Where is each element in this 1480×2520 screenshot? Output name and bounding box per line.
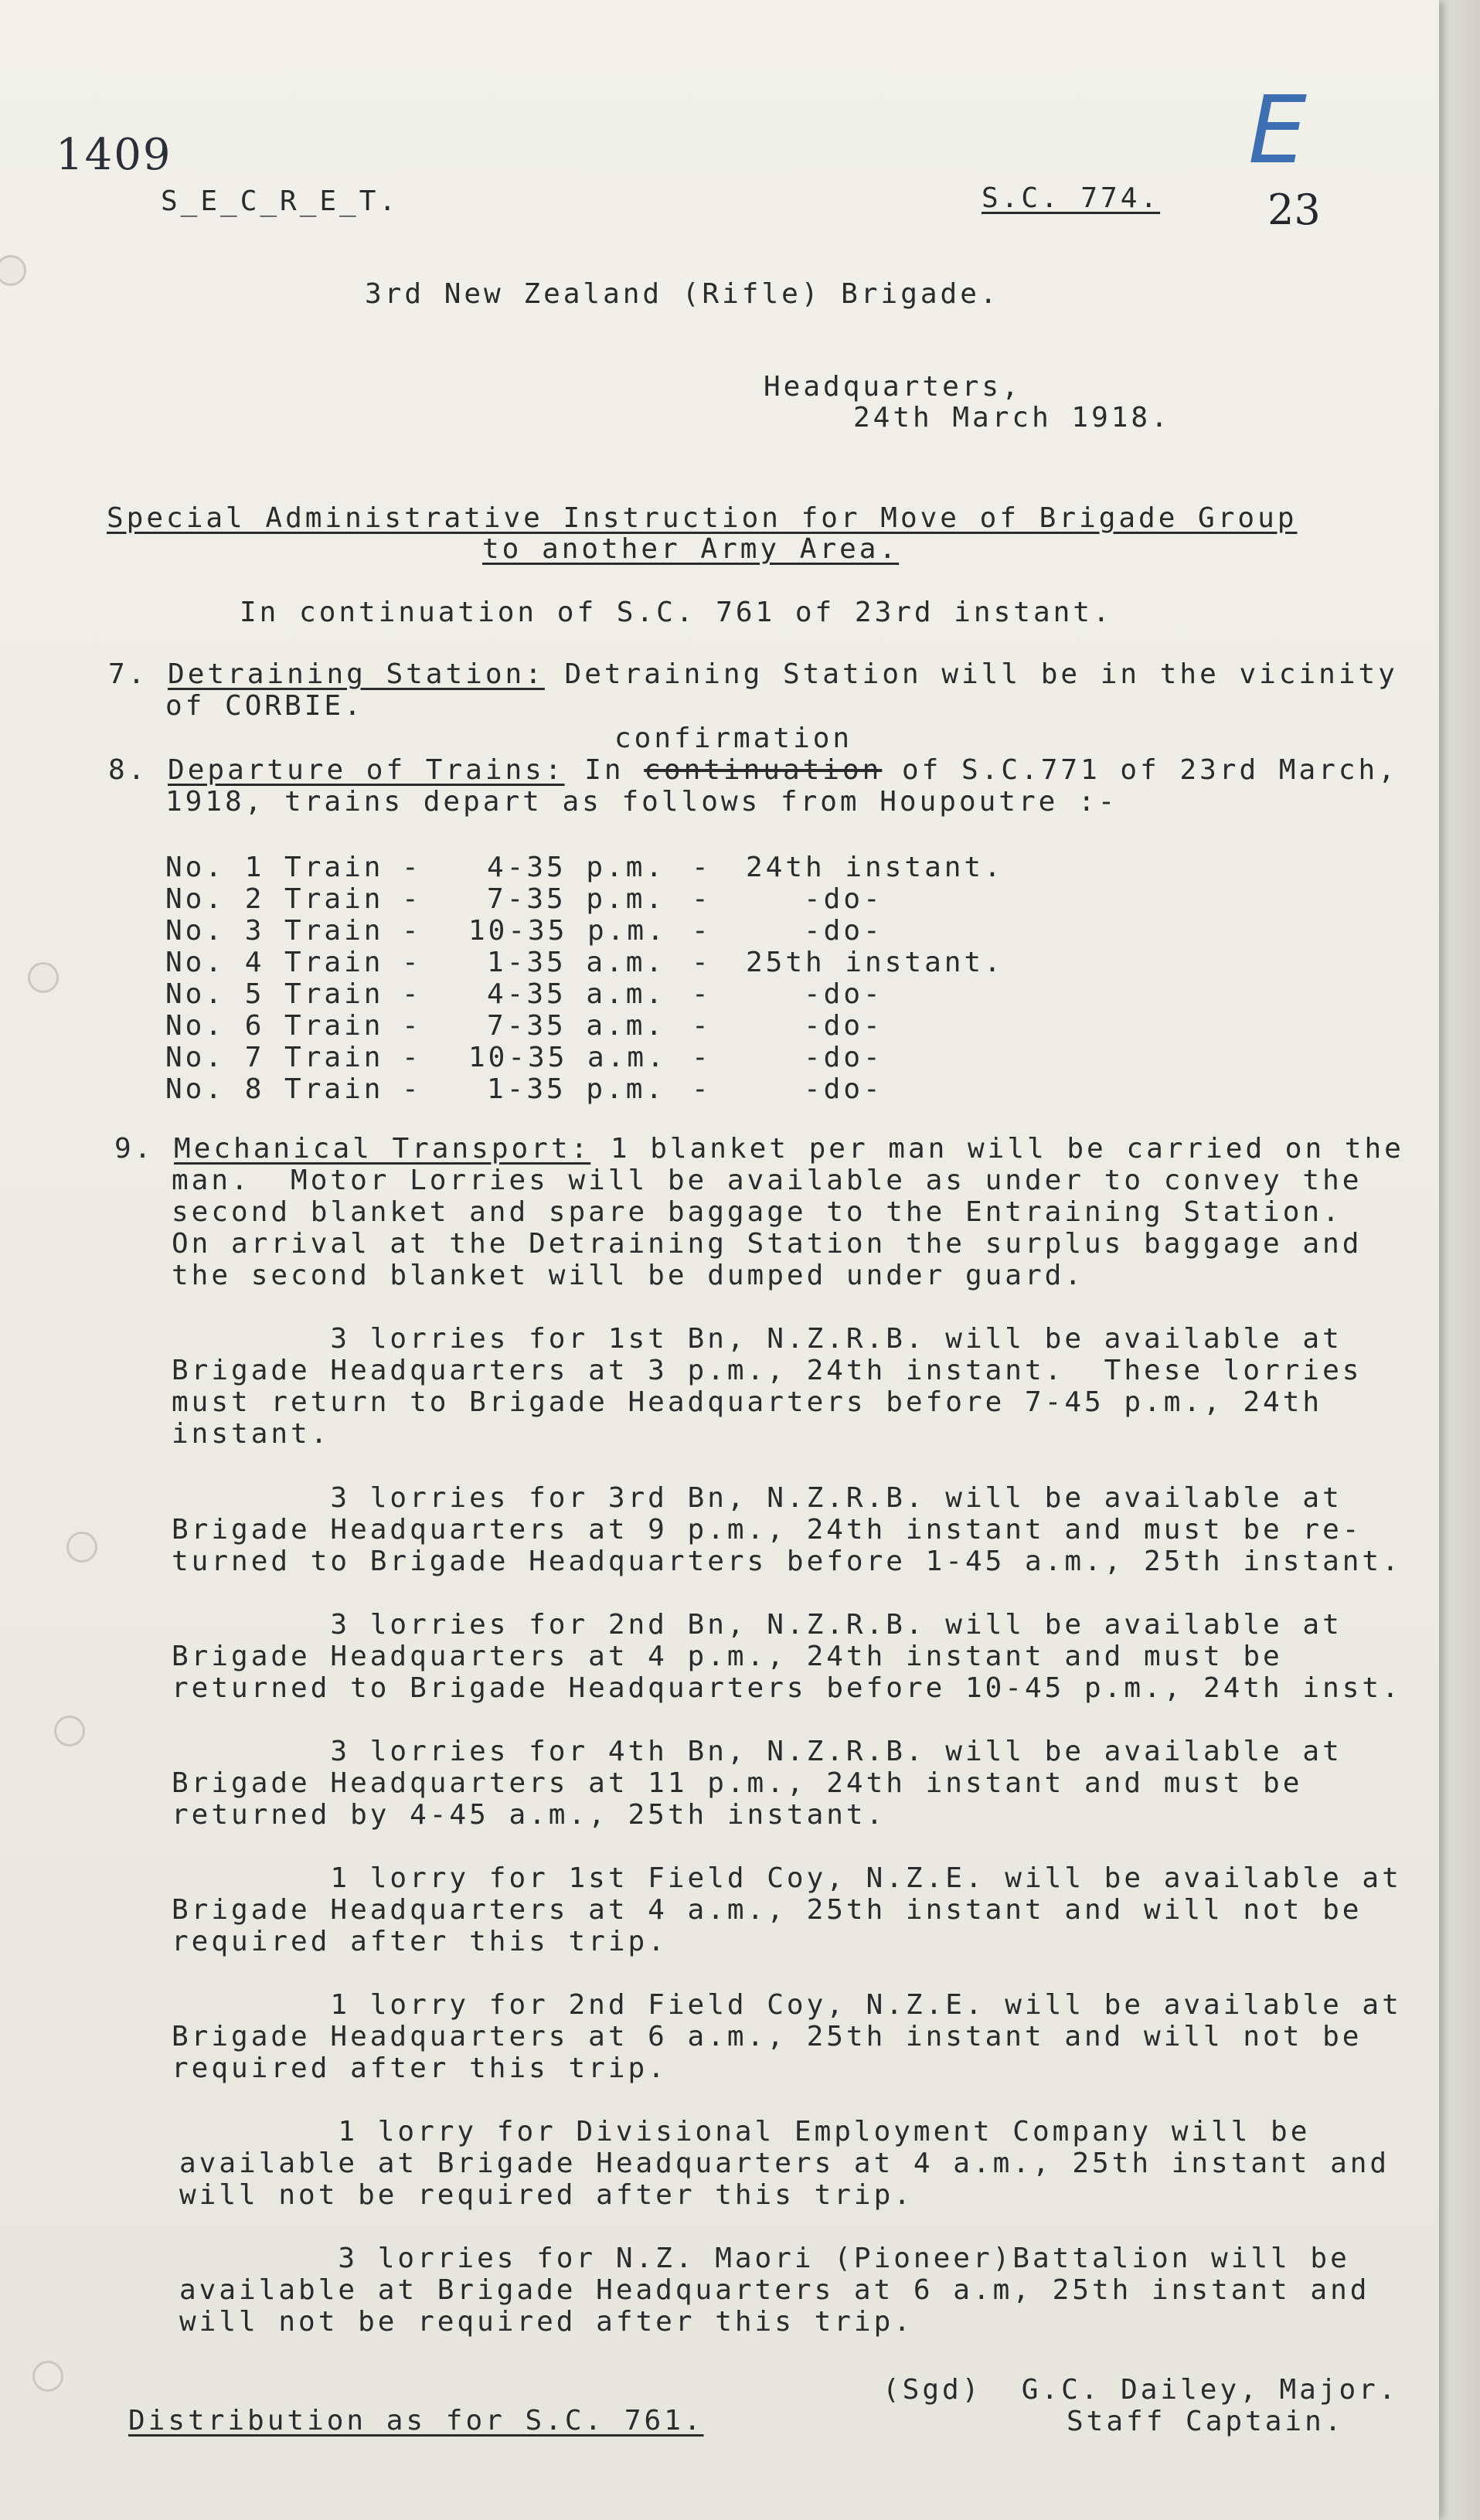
dash: - [692, 978, 712, 1010]
lorry-paragraph [172, 1609, 1402, 1704]
train-day: 25th instant. [746, 947, 1004, 978]
section-9-line: On arrival at the Detraining Station the surplus baggage and [172, 1228, 1363, 1260]
dash: - [692, 915, 712, 947]
paragraph-line: required after this trip. [172, 2052, 668, 2084]
train-number: No. 2 Train [165, 883, 384, 915]
section-7-text: Detraining Station will be in the vicinity [544, 658, 1398, 690]
train-number: No. 3 Train [165, 915, 384, 947]
dash: - [402, 978, 422, 1010]
paragraph-line: 3 lorries for N.Z. Maori (Pioneer)Battalion will be [179, 2243, 1350, 2274]
file-number: 1409 [56, 130, 172, 180]
train-time: 1-35 a.m. [487, 947, 666, 978]
dash: - [402, 852, 422, 883]
punch-hole [54, 1716, 85, 1746]
section-7 [108, 658, 1398, 690]
punch-hole [28, 962, 59, 993]
train-number: No. 5 Train [165, 978, 384, 1010]
train-day: -do- [804, 883, 883, 915]
train-day: 24th instant. [746, 852, 1004, 883]
paragraph-line: turned to Brigade Headquarters before 1-45 a.m., 25th instant. [172, 1546, 1402, 1577]
section-9-line: man. Motor Lorries will be available as under to convey the [172, 1165, 1363, 1196]
train-time: 4-35 a.m. [487, 978, 666, 1010]
section-8-text-continued: 1918, trains depart as follows from Houpoutre :- [165, 786, 1118, 818]
paragraph-line: 1 lorry for Divisional Employment Company will be [179, 2116, 1311, 2148]
section-9-line: second blanket and spare baggage to the Entraining Station. [172, 1196, 1342, 1228]
lorry-paragraph [172, 1862, 1402, 1957]
lorry-paragraph [179, 2116, 1390, 2211]
distribution-note: Distribution as for S.C. 761. [128, 2405, 704, 2437]
section-8-number: 8. [108, 754, 148, 786]
train-number: No. 7 Train [165, 1042, 384, 1073]
paragraph-line: will not be required after this trip. [179, 2306, 914, 2338]
marginal-letter: E [1248, 77, 1307, 185]
dash: - [692, 1073, 712, 1105]
reference-number: S.C. 774. [982, 182, 1161, 214]
train-time: 7-35 a.m. [487, 1010, 666, 1042]
paragraph-line: returned by 4-45 a.m., 25th instant. [172, 1799, 886, 1831]
paragraph-line: Brigade Headquarters at 4 p.m., 24th instant and must be [172, 1641, 1283, 1672]
paragraph-line: 3 lorries for 3rd Bn, N.Z.R.B. will be available at [172, 1482, 1342, 1514]
train-day: -do- [804, 978, 883, 1010]
train-day: -do- [804, 1073, 883, 1105]
signature-line: (Sgd) G.C. Dailey, Major. [883, 2374, 1399, 2406]
section-8-text: of S.C.771 of 23rd March, [882, 754, 1398, 786]
paragraph-line: Brigade Headquarters at 3 p.m., 24th instant. These lorries [172, 1355, 1363, 1386]
dash: - [402, 1042, 422, 1073]
paragraph-line: 3 lorries for 2nd Bn, N.Z.R.B. will be available at [172, 1609, 1342, 1641]
lorry-paragraph [172, 1989, 1402, 2084]
lorry-paragraph [172, 1736, 1342, 1831]
lorry-paragraph [179, 2243, 1369, 2338]
paragraph-line: 3 lorries for 4th Bn, N.Z.R.B. will be available at [172, 1736, 1342, 1767]
dash: - [402, 947, 422, 978]
paragraph-line: available at Brigade Headquarters at 6 a.m, 25th instant and [179, 2274, 1370, 2306]
section-7-text-continued: of CORBIE. [165, 690, 364, 722]
train-time: 10-35 p.m. [468, 915, 667, 947]
train-day: -do- [804, 915, 883, 947]
paragraph-line: Brigade Headquarters at 11 p.m., 24th instant and must be [172, 1767, 1303, 1799]
train-day: -do- [804, 1010, 883, 1042]
paragraph-line: returned to Brigade Headquarters before 10-45 p.m., 24th inst. [172, 1672, 1402, 1704]
section-9-number: 9. [114, 1133, 155, 1165]
intro-line: In continuation of S.C. 761 of 23rd instant. [240, 597, 1113, 628]
dash: - [692, 883, 712, 915]
document-title: Special Administrative Instruction for Move of Brigade Group [107, 502, 1298, 534]
paragraph-line: 1 lorry for 2nd Field Coy, N.Z.E. will be available at [172, 1989, 1402, 2021]
headquarters-line: Headquarters, [764, 371, 1022, 403]
dash: - [692, 852, 712, 883]
section-7-heading: Detraining Station: [168, 658, 545, 690]
dash: - [402, 915, 422, 947]
dash: - [402, 1010, 422, 1042]
train-time: 7-35 p.m. [487, 883, 666, 915]
paragraph-line: available at Brigade Headquarters at 4 a.m., 25th instant and [179, 2148, 1390, 2179]
dash: - [692, 1010, 712, 1042]
paragraph-line: Brigade Headquarters at 6 a.m., 25th instant and will not be [172, 2021, 1363, 2052]
dash: - [402, 1073, 422, 1105]
section-8-heading: Departure of Trains: [168, 754, 565, 786]
punch-hole [66, 1532, 97, 1563]
paragraph-line: will not be required after this trip. [179, 2179, 914, 2211]
section-9-line: the second blanket will be dumped under guard. [172, 1260, 1084, 1291]
train-number: No. 6 Train [165, 1010, 384, 1042]
section-8 [108, 754, 1398, 786]
dash: - [692, 1042, 712, 1073]
handwritten-insertion: confirmation [614, 723, 853, 754]
punch-hole [0, 255, 26, 286]
punch-hole [32, 2361, 63, 2392]
train-row [165, 852, 383, 883]
paragraph-line: required after this trip. [172, 1926, 668, 1957]
train-day: -do- [804, 1042, 883, 1073]
section-9-heading: Mechanical Transport: [174, 1133, 591, 1165]
train-time: 1-35 p.m. [487, 1073, 666, 1105]
dash: - [692, 947, 712, 978]
train-time: 10-35 a.m. [468, 1042, 667, 1073]
signature-title: Staff Captain. [1067, 2406, 1345, 2437]
paragraph-line: must return to Brigade Headquarters before 7-45 p.m., 24th [172, 1386, 1323, 1418]
section-8-text-start: In [564, 754, 645, 786]
page-number: 23 [1267, 185, 1321, 234]
section-9-text: 1 blanket per man will be carried on the [590, 1133, 1404, 1165]
paragraph-line: 1 lorry for 1st Field Coy, N.Z.E. will be available at [172, 1862, 1402, 1894]
paragraph-line: instant. [172, 1418, 331, 1450]
document-date: 24th March 1918. [853, 402, 1171, 434]
dash: - [402, 883, 422, 915]
section-7-number: 7. [108, 658, 148, 690]
train-time: 4-35 p.m. [487, 852, 666, 883]
train-number: No. 8 Train [165, 1073, 384, 1105]
classification: S_E_C_R_E_T. [161, 185, 400, 217]
lorry-paragraph [172, 1323, 1362, 1450]
paragraph-line: Brigade Headquarters at 9 p.m., 24th instant and must be re- [172, 1514, 1363, 1546]
struck-word: continuation [644, 754, 883, 786]
lorry-paragraph [172, 1482, 1402, 1577]
section-9 [114, 1133, 1404, 1165]
train-number: No. 4 Train [165, 947, 384, 978]
paragraph-line: 3 lorries for 1st Bn, N.Z.R.B. will be available at [172, 1323, 1342, 1355]
brigade-name: 3rd New Zealand (Rifle) Brigade. [365, 278, 1000, 310]
paragraph-line: Brigade Headquarters at 4 a.m., 25th instant and will not be [172, 1894, 1363, 1926]
document-title-continued: to another Army Area. [482, 533, 900, 565]
train-number: No. 1 Train [165, 852, 384, 883]
